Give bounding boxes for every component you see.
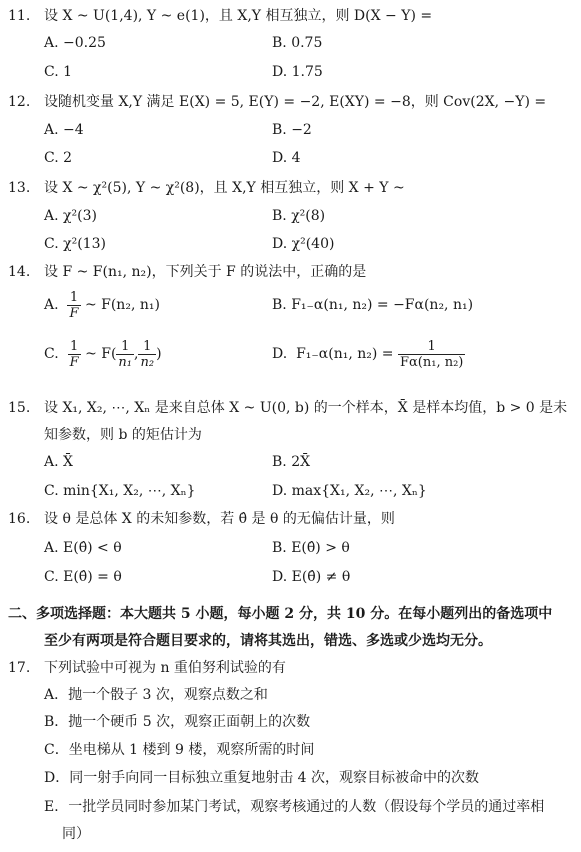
fraction xyxy=(67,290,80,321)
option-a xyxy=(44,287,160,323)
section-heading: 二、多项选择题：本大题共 5 小题，每小题 2 分，共 10 分。在每小题列出的备选项中 xyxy=(8,606,553,622)
option-label: A. xyxy=(44,297,59,313)
option-label: C. xyxy=(44,346,59,362)
option-c: C．坐电梯从 1 楼到 9 楼，观察所需的时间 xyxy=(44,742,315,758)
question-stem-line2: 知参数，则 b 的矩估计为 xyxy=(44,427,202,443)
option-text: F₁₋α(n₁, n₂) = xyxy=(296,346,394,362)
option-text: ~ F(n₂, n₁) xyxy=(84,297,160,313)
question-number: 15. xyxy=(8,400,31,416)
numerator: 1 xyxy=(68,339,81,355)
option-b: B. F₁₋α(n₁, n₂) = −Fα(n₂, n₁) xyxy=(272,297,474,313)
question-stem: 设 F ~ F(n₁, n₂)，下列关于 F 的说法中，正确的是 xyxy=(44,264,367,280)
option-c: C. 2 xyxy=(44,150,73,166)
question-stem: 设 θ 是总体 X 的未知参数，若 θ̂ 是 θ 的无偏估计量，则 xyxy=(44,511,395,527)
option-a: A．抛一个骰子 3 次，观察点数之和 xyxy=(44,687,268,703)
fraction xyxy=(138,339,156,370)
numerator: 1 xyxy=(116,339,134,355)
question-stem-line1: 设 X₁, X₂, ⋯, Xₙ 是来自总体 X ~ U(0, b) 的一个样本，X̄ 是样本均值，b > 0 是未 xyxy=(44,400,568,416)
numerator: 1 xyxy=(138,339,156,355)
option-b: B. 2X̄ xyxy=(272,454,311,470)
option-b: B. E(θ̂) > θ xyxy=(272,540,350,556)
option-b: B. 0.75 xyxy=(272,35,323,51)
option-d: D. E(θ̂) ≠ θ xyxy=(272,569,351,585)
question-number: 16. xyxy=(8,511,31,527)
option-d: D. 1.75 xyxy=(272,64,323,80)
option-e-line2: 同） xyxy=(62,826,90,842)
question-number: 13. xyxy=(8,180,31,196)
option-d: D. χ²(40) xyxy=(272,236,335,252)
option-d: D．同一射手向同一目标独立重复地射击 4 次，观察目标被命中的次数 xyxy=(44,770,480,786)
fraction xyxy=(116,339,134,370)
denominator: Fα(n₁, n₂) xyxy=(399,354,464,370)
option-d xyxy=(272,332,465,376)
option-b: B．抛一个硬币 5 次，观察正面朝上的次数 xyxy=(44,714,311,730)
question-stem: 设随机变量 X,Y 满足 E(X) = 5, E(Y) = −2, E(XY) = −8，则 Cov(2X, −Y) = xyxy=(44,94,547,110)
question-number: 12. xyxy=(8,94,31,110)
denominator: F xyxy=(69,354,79,370)
comma: , xyxy=(134,346,139,362)
option-a: A. E(θ̂) < θ xyxy=(44,540,122,556)
option-c: C. E(θ̂) = θ xyxy=(44,569,122,585)
option-a: A. −0.25 xyxy=(44,35,106,51)
section-instructions: 至少有两项是符合题目要求的，请将其选出，错选、多选或少选均无分。 xyxy=(44,633,492,649)
option-c xyxy=(44,332,162,376)
option-a: A. −4 xyxy=(44,122,84,138)
option-label: D. xyxy=(272,346,288,362)
numerator: 1 xyxy=(398,339,465,355)
question-number: 17. xyxy=(8,660,31,676)
option-a: A. X̄ xyxy=(44,454,73,470)
option-b: B. χ²(8) xyxy=(272,208,326,224)
fraction xyxy=(68,339,81,370)
question-stem: 下列试验中可视为 n 重伯努利试验的有 xyxy=(44,660,286,676)
question-number: 11. xyxy=(8,8,31,24)
denominator: n₁ xyxy=(118,354,133,370)
option-c: C. min{X₁, X₂, ⋯, Xₙ} xyxy=(44,483,196,499)
option-c: C. 1 xyxy=(44,64,73,80)
option-b: B. −2 xyxy=(272,122,312,138)
denominator: F xyxy=(69,305,79,321)
option-text: ~ F( xyxy=(85,346,117,362)
question-stem: 设 X ~ χ²(5), Y ~ χ²(8)，且 X,Y 相互独立，则 X + Y ~ xyxy=(44,180,405,196)
option-d: D. 4 xyxy=(272,150,301,166)
option-e-line1: E．一批学员同时参加某门考试，观察考核通过的人数（假设每个学员的通过率相 xyxy=(44,799,545,815)
fraction xyxy=(398,339,465,370)
paren-close: ) xyxy=(156,346,162,362)
option-a: A. χ²(3) xyxy=(44,208,97,224)
question-number: 14. xyxy=(8,264,31,280)
option-d: D. max{X₁, X₂, ⋯, Xₙ} xyxy=(272,483,427,499)
option-c: C. χ²(13) xyxy=(44,236,106,252)
numerator: 1 xyxy=(67,290,80,306)
question-stem: 设 X ~ U(1,4), Y ~ e(1)，且 X,Y 相互独立，则 D(X − Y) = xyxy=(44,8,433,24)
denominator: n₂ xyxy=(140,354,155,370)
